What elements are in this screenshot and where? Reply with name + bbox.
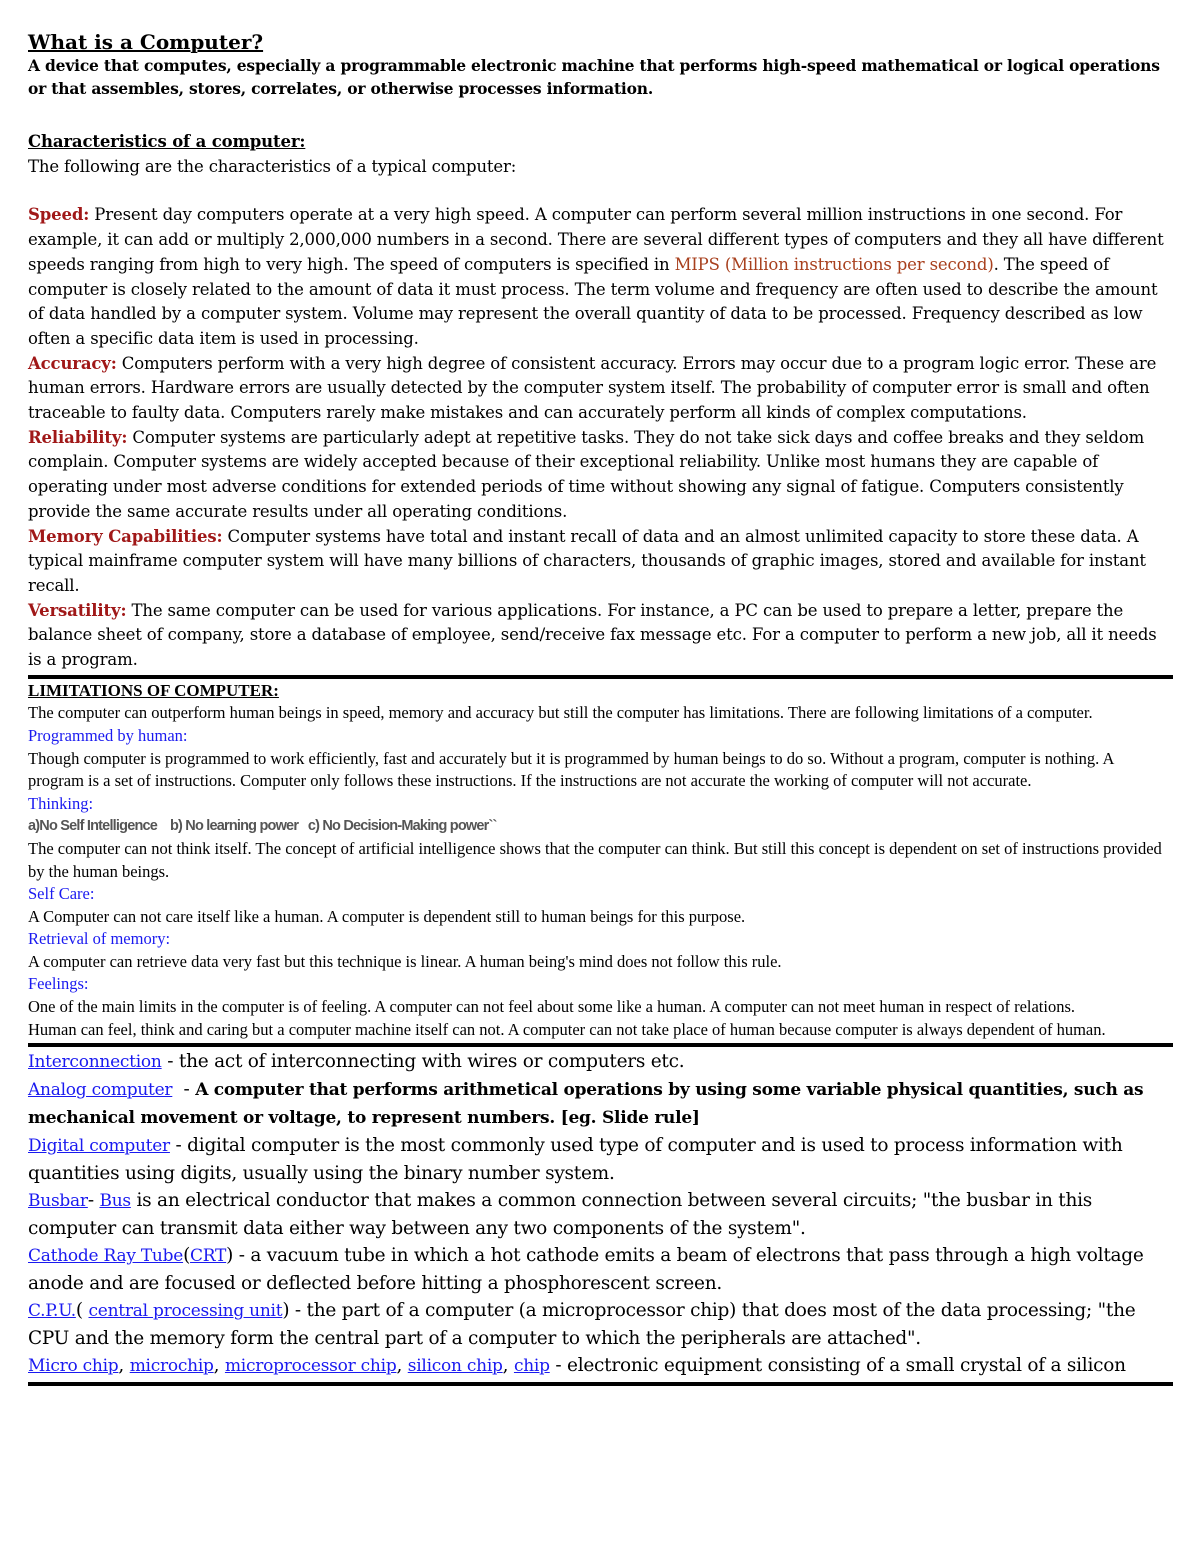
selfcare-text: A Computer can not care itself like a human. A computer is dependent still to human beings for this purpose.: [28, 906, 746, 926]
divider: [28, 1382, 1173, 1386]
digital-computer-link[interactable]: Digital computer: [28, 1136, 170, 1157]
versatility-text: The same computer can be used for various applications. For instance, a PC can be used to prepare a letter, prepare the balance sheet of company, store a database of employee, send/receive fax message etc. For a computer to perform a new job, all it needs is a program.: [28, 600, 1157, 670]
characteristics-section: [28, 130, 1173, 673]
accuracy-text: Computers perform with a very high degree of consistent accuracy. Errors may occur due to a program logic error. These are human errors. Hardware errors are usually detected by the computer system itself. The probability of computer error is small and often traceable to faulty data. Computers rarely make mistakes and can accurately perform all kinds of complex computations.: [28, 353, 1157, 423]
glossary-item-cpu: [28, 1297, 1173, 1352]
mips-term: MIPS (Million instructions per second): [674, 254, 994, 274]
thinking-items: a)No Self Intelligence b) No learning power c) No Decision-Making power``: [28, 818, 497, 835]
accuracy-term: Accuracy:: [28, 353, 117, 373]
selfcare-label: Self Care:: [28, 884, 95, 904]
chip-link[interactable]: chip: [513, 1356, 550, 1377]
characteristics-heading: Characteristics of a computer:: [28, 132, 306, 151]
interconnection-link[interactable]: Interconnection: [28, 1052, 162, 1073]
memory-text: Computer systems have total and instant recall of data and an almost unlimited capacity to store these data. A typical mainframe computer system will have many billions of characters, thousands of graphic images, stored and available for instant recall.: [28, 526, 1146, 595]
document-page: [28, 30, 1173, 1387]
accuracy-paragraph: [28, 352, 1173, 426]
analog-definition: A computer that performs arithmetical operations by using some variable physical quantities, such as mechanical movement or voltage, to represent numbers. [eg. Slide rule]: [28, 1080, 1144, 1129]
analog-computer-link[interactable]: Analog computer: [28, 1080, 173, 1101]
limitations-heading: LIMITATIONS OF COMPUTER:: [28, 680, 279, 700]
digital-text: - digital computer is the most commonly used type of computer and is used to process information with quantities using digits, usually using the binary number system.: [28, 1135, 1123, 1185]
retrieval-label: Retrieval of memory:: [28, 929, 171, 949]
crt-text: - a vacuum tube in which a hot cathode emits a beam of electrons that pass through a high voltage anode and are focused or deflected before hitting a phosphorescent screen.: [28, 1245, 1144, 1295]
glossary-item-analog: [28, 1076, 1173, 1132]
crt-paren-close: ): [226, 1245, 234, 1267]
retrieval-text: A computer can retrieve data very fast but this technique is linear. A human being's mind does not follow this rule.: [28, 951, 782, 971]
microprocessor-chip-link[interactable]: microprocessor chip: [224, 1356, 397, 1377]
versatility-term: Versatility:: [28, 600, 127, 620]
speed-term: Speed:: [28, 205, 90, 225]
divider: [28, 1043, 1173, 1047]
interconnection-text: - the act of interconnecting with wires or computers etc.: [161, 1051, 685, 1073]
limitations-intro: The computer can outperform human beings in speed, memory and accuracy but still the computer has limitations. There are following limitations of a computer.: [28, 703, 1093, 723]
reliability-paragraph: [28, 426, 1173, 525]
glossary-item-busbar: [28, 1187, 1173, 1242]
busbar-link[interactable]: Busbar: [28, 1191, 88, 1212]
versatility-paragraph: [28, 599, 1173, 673]
feelings-label: Feelings:: [28, 974, 89, 994]
micro-chip-link[interactable]: Micro chip: [28, 1356, 119, 1377]
memory-term: Memory Capabilities:: [28, 526, 223, 546]
analog-dash: -: [172, 1079, 196, 1101]
chip-sep: ,: [118, 1355, 130, 1377]
busbar-text: is an electrical conductor that makes a common connection between several circuits; "the busbar in this computer can transmit data either way between any two components of the system".: [28, 1190, 1093, 1240]
cathode-ray-tube-link[interactable]: Cathode Ray Tube: [28, 1246, 184, 1267]
chip-sep: ,: [502, 1355, 514, 1377]
glossary-item-crt: [28, 1242, 1173, 1297]
cpu-link[interactable]: C.P.U.: [28, 1301, 76, 1322]
reliability-term: Reliability:: [28, 427, 128, 447]
glossary-section: [28, 1048, 1173, 1380]
busbar-sep: -: [87, 1190, 100, 1212]
characteristics-intro: The following are the characteristics of a typical computer:: [28, 156, 517, 176]
thinking-label: Thinking:: [28, 793, 94, 813]
glossary-item-interconnection: [28, 1048, 1173, 1076]
intro-section: [28, 30, 1173, 100]
crt-link[interactable]: CRT: [190, 1246, 227, 1267]
cpu-paren-close: ): [282, 1300, 290, 1322]
chip-sep: ,: [213, 1355, 225, 1377]
chip-sep: ,: [396, 1355, 408, 1377]
definition-text: A device that computes, especially a programmable electronic machine that performs high-speed mathematical or logical operations or that assembles, stores, correlates, or otherwise processes information.: [28, 56, 1160, 98]
central-processing-unit-link[interactable]: central processing unit: [88, 1301, 283, 1322]
glossary-item-chip: [28, 1352, 1173, 1380]
microchip-link[interactable]: microchip: [129, 1356, 214, 1377]
chip-text: - electronic equipment consisting of a small crystal of a silicon: [549, 1355, 1126, 1377]
speed-paragraph: [28, 203, 1173, 351]
reliability-text: Computer systems are particularly adept at repetitive tasks. They do not take sick days and coffee breaks and they seldom complain. Computer systems are widely accepted because of their exceptional reliability. Unlike most humans they are capable of operating under most adverse conditions for extended periods of time without showing any signal of fatigue. Computers consistently provide the same accurate results under all operating conditions.: [28, 427, 1145, 521]
crt-paren-open: (: [183, 1245, 191, 1267]
cpu-text: - the part of a computer (a microprocessor chip) that does most of the data processing; "the CPU and the memory form the central part of a computer to which the peripherals are attached".: [28, 1300, 1136, 1350]
limitations-section: [28, 680, 1173, 1042]
bus-link[interactable]: Bus: [99, 1191, 131, 1212]
programmed-text: Though computer is programmed to work efficiently, fast and accurately but it is programmed by human beings to do so. Without a program, computer is nothing. A program is a set of instructions. Computer only follows these instructions. If the instructions are not accurate the working of computer will not accurate.: [28, 748, 1114, 791]
feelings-text-1: One of the main limits in the computer is of feeling. A computer can not feel about some like a human. A computer can not meet human in respect of relations.: [28, 997, 1076, 1017]
speed-text-1: Present day computers operate at a very high speed. A computer can perform several million instructions in one second. For example, it can add or multiply 2,000,000 numbers in a second. There are several different types of computers and they all have different speeds ranging from high to very high. The speed of computers is specified in: [28, 205, 1164, 274]
thinking-text: The computer can not think itself. The concept of artificial intelligence shows that the computer can think. But still this concept is dependent on set of instructions provided by the human beings.: [28, 838, 1162, 881]
feelings-text-2: Human can feel, think and caring but a computer machine itself can not. A computer can not take place of human because computer is always dependent of human.: [28, 1019, 1106, 1039]
cpu-paren-open: (: [75, 1300, 89, 1322]
speed-text-2: . The speed of computer is closely related to the amount of data it must process. The term volume and frequency are often used to describe the amount of data handled by a computer system. Volume may represent the overall quantity of data to be processed. Frequency described as low often a specific data item is used in processing.: [28, 254, 1158, 348]
silicon-chip-link[interactable]: silicon chip: [407, 1356, 503, 1377]
divider: [28, 675, 1173, 679]
memory-paragraph: [28, 525, 1173, 599]
programmed-label: Programmed by human:: [28, 725, 188, 745]
glossary-item-digital: [28, 1132, 1173, 1187]
page-title: What is a Computer?: [28, 30, 264, 54]
